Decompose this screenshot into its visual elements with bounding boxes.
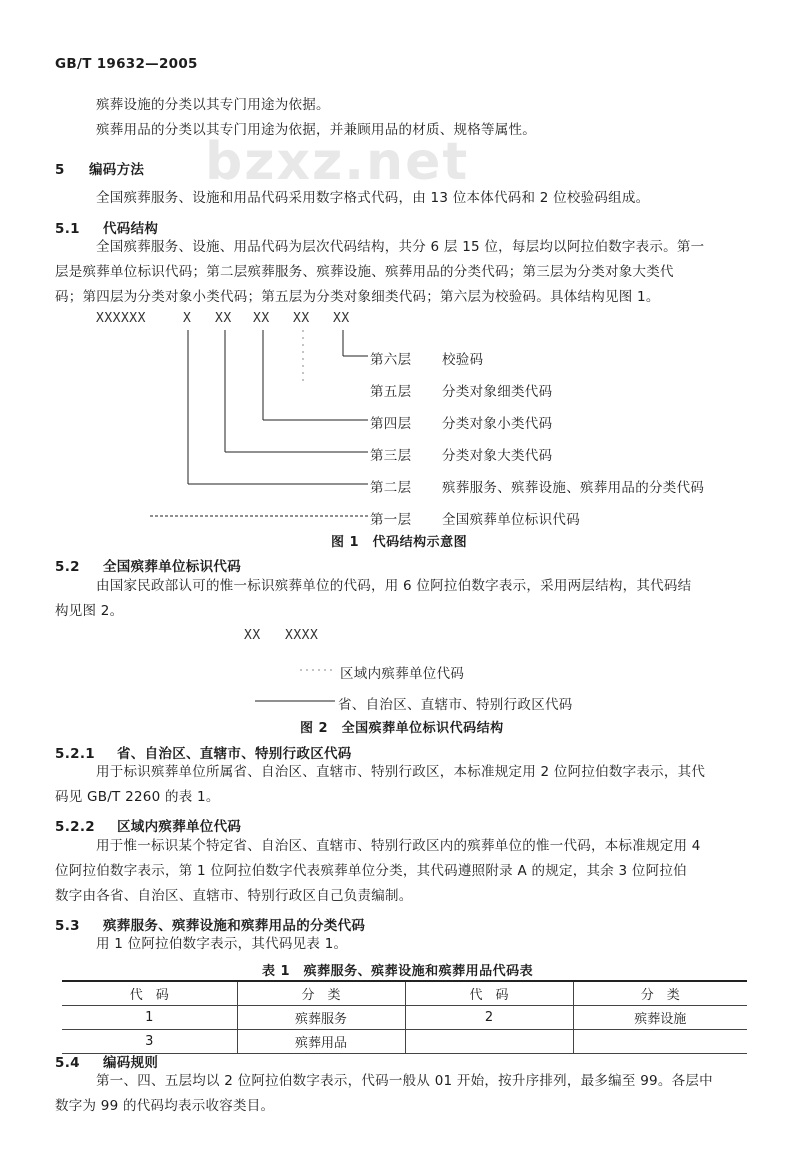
- table-cell: 殡葬服务: [237, 1006, 405, 1030]
- paragraph: 用于标识殡葬单位所属省、自治区、直辖市、特别行政区，本标准规定用 2 位阿拉伯数字表示，其代: [96, 764, 706, 780]
- figure2-caption: 图 2 全国殡葬单位标识代码结构: [300, 721, 504, 736]
- section-title: 编码方法: [89, 162, 145, 178]
- figure1-layer-desc: 分类对象细类代码: [442, 384, 553, 400]
- figure1-layer-label: 第六层: [370, 352, 412, 368]
- figure1-layer-label: 第三层: [370, 448, 412, 464]
- table-row: [62, 1006, 747, 1030]
- section-title: 殡葬服务、殡葬设施和殡葬用品的分类代码: [103, 918, 366, 934]
- paragraph: 用 1 位阿拉伯数字表示，其代码见表 1。: [96, 936, 348, 952]
- figure1-layer-label: 第二层: [370, 480, 412, 496]
- figure1-layer-label: 第一层: [370, 512, 412, 528]
- paragraph: 由国家民政部认可的惟一标识殡葬单位的代码，用 6 位阿拉伯数字表示，采用两层结构，其代码结: [96, 578, 692, 594]
- table-cell: 2: [405, 1006, 573, 1030]
- paragraph: 第一、四、五层均以 2 位阿拉伯数字表示，代码一般从 01 开始，按升序排列，最多编至 99。各层中: [96, 1073, 713, 1089]
- figure2-code-unit: XXXX: [285, 628, 319, 643]
- figure1-layer-desc: 全国殡葬单位标识代码: [442, 512, 580, 528]
- section-heading-5-2: [55, 555, 241, 575]
- section-number: 5.4: [55, 1055, 80, 1071]
- figure2-code-province: XX: [244, 628, 261, 643]
- section-title: 区域内殡葬单位代码: [117, 819, 242, 835]
- section-number: 5.1: [55, 221, 80, 237]
- section-heading-5-3: [55, 914, 365, 934]
- paragraph: 数字由各省、自治区、直辖市、特别行政区自己负责编制。: [55, 888, 413, 904]
- paragraph: 全国殡葬服务、设施和用品代码采用数字格式代码，由 13 位本体代码和 2 位校验码组成。: [96, 190, 650, 206]
- paragraph: 殡葬用品的分类以其专门用途为依据，并兼顾用品的材质、规格等属性。: [96, 122, 536, 138]
- table-header-row: [62, 981, 747, 1006]
- paragraph: 码见 GB/T 2260 的表 1。: [55, 789, 220, 805]
- figure2-level-desc: 省、自治区、直辖市、特别行政区代码: [338, 697, 573, 713]
- table-cell: [573, 1030, 747, 1054]
- paragraph: 层是殡葬单位标识代码；第二层殡葬服务、殡葬设施、殡葬用品的分类代码；第三层为分类对象大类代: [55, 264, 674, 280]
- section-title: 全国殡葬单位标识代码: [103, 559, 241, 575]
- table1-caption: 表 1 殡葬服务、殡葬设施和殡葬用品代码表: [262, 964, 534, 979]
- section-heading-5-4: [55, 1051, 158, 1071]
- paragraph: 用于惟一标识某个特定省、自治区、直辖市、特别行政区内的殡葬单位的惟一代码，本标准规定用 4: [96, 838, 701, 854]
- section-heading-5-2-1: [55, 742, 352, 762]
- figure1-code-layer4: XX: [253, 311, 270, 326]
- section-title: 代码结构: [103, 221, 159, 237]
- figure1-code-layer2: X: [183, 311, 192, 326]
- standard-number: GB/T 19632—2005: [55, 56, 198, 72]
- figure1-layer-desc: 分类对象小类代码: [442, 416, 553, 432]
- figure2-level-desc: 区域内殡葬单位代码: [340, 666, 465, 682]
- section-number: 5.2: [55, 559, 80, 575]
- section-number: 5.2.1: [55, 746, 95, 762]
- figure1-code-layer5: XX: [293, 311, 310, 326]
- table-cell: 殡葬用品: [237, 1030, 405, 1054]
- section-number: 5.3: [55, 918, 80, 934]
- paragraph: 码；第四层为分类对象小类代码；第五层为分类对象细类代码；第六层为校验码。具体结构见图 1。: [55, 289, 660, 305]
- table-cell: 3: [62, 1030, 237, 1054]
- figure1-code-layer1: XXXXXX: [96, 311, 146, 326]
- table-row: [62, 1030, 747, 1054]
- paragraph: 数字为 99 的代码均表示收容类目。: [55, 1098, 275, 1114]
- figure1-caption: 图 1 代码结构示意图: [331, 535, 468, 550]
- table-header-cell: 代 码: [405, 981, 573, 1006]
- section-number: 5.2.2: [55, 819, 95, 835]
- table-cell: 1: [62, 1006, 237, 1030]
- watermark: bzxz.net: [205, 132, 470, 192]
- figure1-layer-label: 第四层: [370, 416, 412, 432]
- table-cell: 殡葬设施: [573, 1006, 747, 1030]
- section-number: 5: [55, 162, 65, 178]
- table-header-cell: 分 类: [573, 981, 747, 1006]
- table-header-cell: 分 类: [237, 981, 405, 1006]
- section-heading-5-2-2: [55, 815, 241, 835]
- section-title: 省、自治区、直辖市、特别行政区代码: [117, 746, 352, 762]
- section-title: 编码规则: [103, 1055, 159, 1071]
- table1: [62, 980, 747, 1054]
- table-cell: [405, 1030, 573, 1054]
- paragraph: 构见图 2。: [55, 603, 124, 619]
- paragraph: 位阿拉伯数字表示，第 1 位阿拉伯数字代表殡葬单位分类，其代码遵照附录 A 的规定，其余 3 位阿拉伯: [55, 863, 687, 879]
- paragraph: 殡葬设施的分类以其专门用途为依据。: [96, 97, 330, 113]
- figure1-layer-desc: 殡葬服务、殡葬设施、殡葬用品的分类代码: [442, 480, 705, 496]
- table-header-cell: 代 码: [62, 981, 237, 1006]
- figure1-layer-desc: 分类对象大类代码: [442, 448, 553, 464]
- figure1-layer-desc: 校验码: [442, 352, 484, 368]
- figure1-code-layer6: XX: [333, 311, 350, 326]
- figure1-layer-label: 第五层: [370, 384, 412, 400]
- figure1-code-layer3: XX: [215, 311, 232, 326]
- paragraph: 全国殡葬服务、设施、用品代码为层次代码结构，共分 6 层 15 位，每层均以阿拉伯数字表示。第一: [96, 239, 705, 255]
